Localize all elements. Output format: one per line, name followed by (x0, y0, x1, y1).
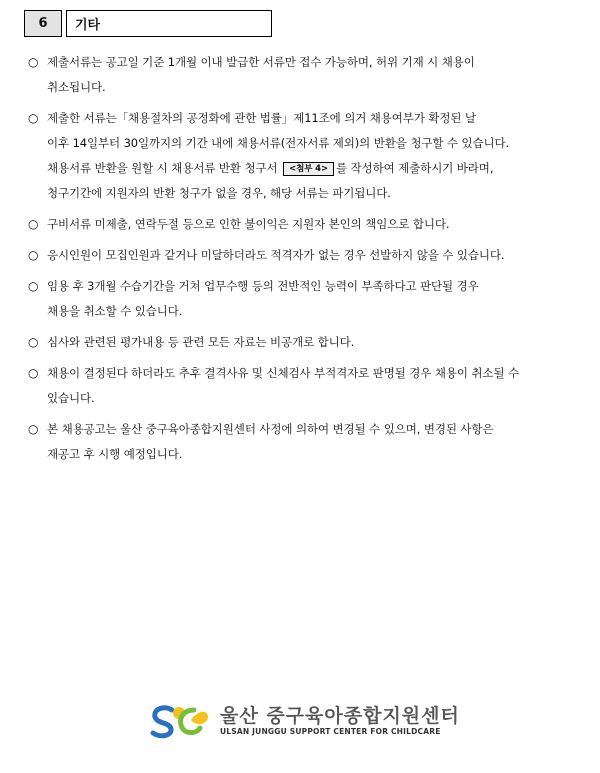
notice-line: 이후 14일부터 30일까지의 기간 내에 채용서류(전자서류 제외)의 반환을 청구할 수 있습니다. (47, 136, 510, 150)
notice-line: 제출서류는 공고일 기준 1개월 이내 발급한 서류만 접수 가능하며, 허위 기재 시 채용이 (47, 55, 475, 69)
bullet-icon: ○ (28, 111, 39, 125)
notice-item (28, 212, 588, 237)
notice-line: 심사와 관련된 평가내용 등 관련 모든 자료는 비공개로 합니다. (47, 335, 355, 349)
notice-item (28, 417, 588, 467)
notice-line: 있습니다. (47, 391, 95, 405)
notice-line: 구비서류 미제출, 연락두절 등으로 인한 불이익은 지원자 본인의 책임으로 합니다. (47, 217, 450, 231)
center-logo-icon (150, 701, 214, 741)
notice-line: 청구기간에 지원자의 반환 청구가 없을 경우, 해당 서류는 파기됩니다. (47, 186, 391, 200)
return-note-text: 채용서류 반환을 원할 시 채용서류 반환 청구서 (47, 161, 278, 175)
return-note-text: 를 작성하여 제출하시기 바라며, (336, 161, 494, 175)
notice-line: 응시인원이 모집인원과 같거나 미달하더라도 적격자가 없는 경우 선발하지 않을 수 있습니다. (47, 248, 505, 262)
notice-line: 본 채용공고는 울산 중구육아종합지원센터 사정에 의하여 변경될 수 있으며, 변경된 사항은 (47, 422, 494, 436)
notice-item (28, 361, 588, 411)
center-name-english: ULSAN JUNGGU SUPPORT CENTER FOR CHILDCARE (220, 727, 441, 736)
bullet-icon: ○ (28, 217, 39, 231)
bullet-icon: ○ (28, 335, 39, 349)
bullet-icon: ○ (28, 248, 39, 262)
notice-line: 채용이 결정된다 하더라도 추후 결격사유 및 신체검사 부적격자로 판명될 경우 채용이 취소될 수 (47, 366, 520, 380)
notice-line: 채용을 취소할 수 있습니다. (47, 304, 183, 318)
notice-line: 취소됩니다. (47, 80, 106, 94)
notice-line: 제출한 서류는「채용절차의 공정화에 관한 법률」제11조에 의거 채용여부가 확정된 날 (47, 111, 476, 125)
return-note-line (47, 156, 588, 181)
notice-line: 임용 후 3개월 수습기간을 거쳐 업무수행 등의 전반적인 능력이 부족하다고 판단될 경우 (47, 279, 479, 293)
section-title: 기타 (66, 10, 272, 37)
notice-item (28, 274, 588, 324)
notice-list (28, 50, 588, 473)
bullet-icon: ○ (28, 55, 39, 69)
notice-item (28, 50, 588, 100)
attachment-tag: <첨부 4> (283, 162, 334, 176)
notice-item (28, 106, 588, 206)
section-header (24, 10, 272, 37)
bullet-icon: ○ (28, 422, 39, 436)
center-footer (150, 701, 460, 741)
notice-item (28, 330, 588, 355)
bullet-icon: ○ (28, 366, 39, 380)
section-number: 6 (24, 10, 62, 37)
notice-item (28, 243, 588, 268)
bullet-icon: ○ (28, 279, 39, 293)
notice-line: 재공고 후 시행 예정입니다. (47, 447, 183, 461)
center-name-korean: 울산 중구육아종합지원센터 (220, 705, 460, 727)
